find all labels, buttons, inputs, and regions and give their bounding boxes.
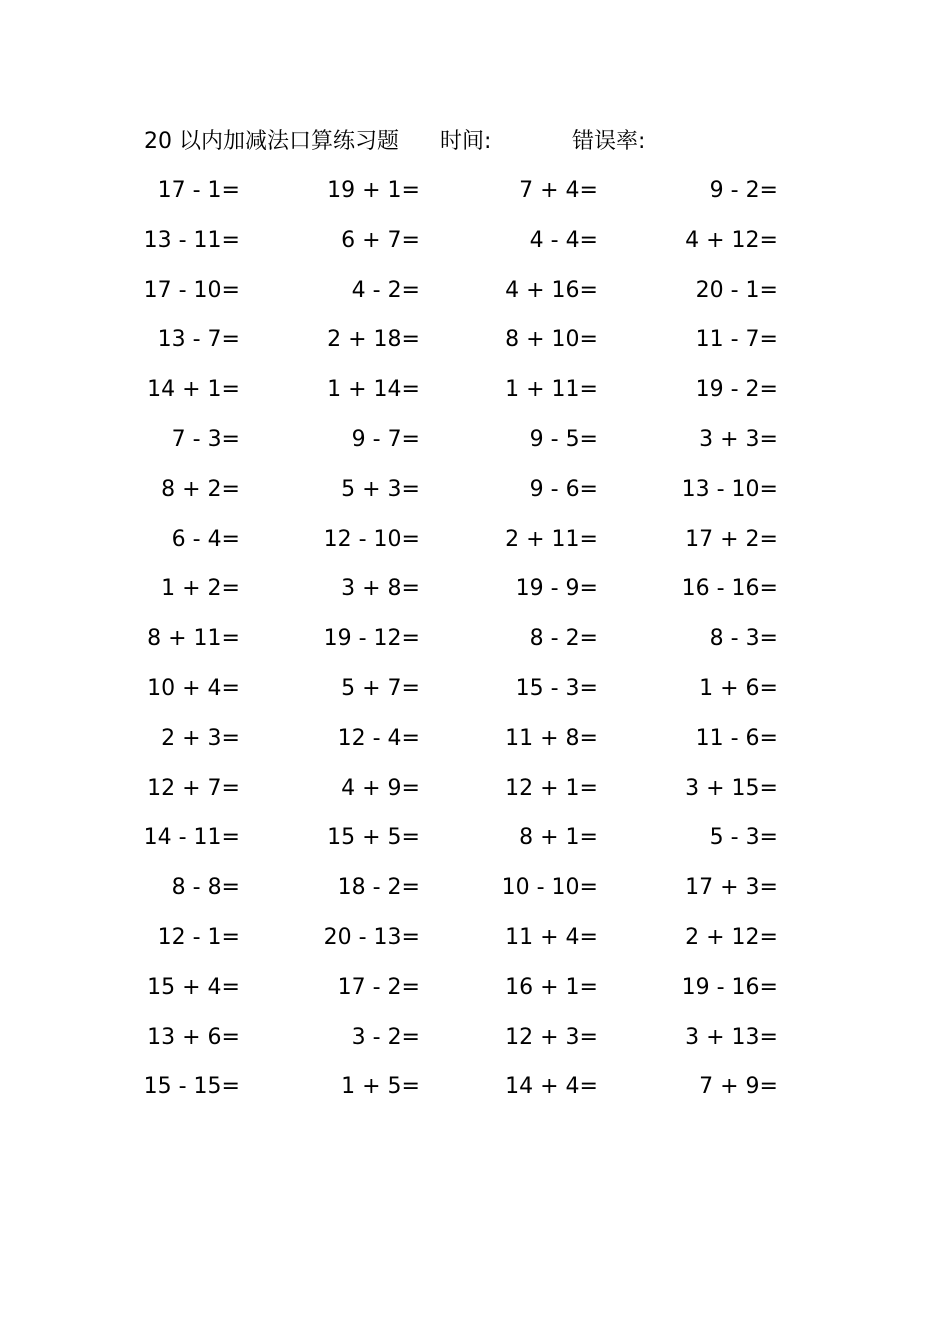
problem-row [0,614,950,664]
problem-item: 11 - 7= [695,327,778,353]
problem-row [0,415,950,465]
problem-item: 18 - 2= [337,875,420,901]
problem-item: 7 + 4= [519,178,598,203]
problem-item: 20 - 13= [323,924,420,950]
error-rate-label: 错误率: [572,129,646,154]
problem-item: 3 + 15= [685,775,778,801]
problem-item: 9 - 6= [529,476,598,502]
problem-row [0,266,950,316]
problem-row [0,913,950,963]
problem-row [0,166,950,216]
problem-item: 1 + 6= [699,675,778,701]
worksheet-header [144,122,704,162]
problem-item: 17 - 10= [143,277,240,303]
problem-item: 16 + 1= [505,974,598,1000]
problem-item: 12 - 4= [337,725,420,751]
problem-item: 9 - 5= [529,426,598,452]
problem-item: 19 - 16= [681,974,778,1000]
problem-item: 3 - 2= [351,1024,420,1050]
problem-item: 20 - 1= [695,277,778,303]
problem-item: 2 + 12= [685,924,778,950]
problem-grid [0,166,950,1112]
problem-item: 17 + 2= [685,526,778,552]
problem-row [0,863,950,913]
problem-row [0,365,950,415]
problem-item: 3 + 13= [685,1024,778,1050]
problem-item: 1 + 14= [327,377,420,403]
problem-item: 8 + 11= [147,626,240,652]
problem-item: 7 + 9= [699,1074,778,1100]
problem-item: 12 - 1= [157,924,240,950]
problem-item: 11 - 6= [695,725,778,751]
problem-item: 16 - 16= [681,576,778,602]
problem-item: 14 + 4= [505,1074,598,1100]
problem-item: 3 + 3= [699,426,778,452]
problem-item: 15 + 4= [147,974,240,1000]
problem-item: 15 - 3= [515,675,598,701]
problem-row [0,315,950,365]
problem-item: 4 - 4= [529,227,598,253]
problem-item: 10 + 4= [147,675,240,701]
problem-item: 13 + 6= [147,1024,240,1050]
problem-row [0,813,950,863]
problem-item: 6 - 4= [171,526,240,552]
problem-item: 1 + 5= [341,1074,420,1100]
problem-item: 13 - 10= [681,476,778,502]
problem-item: 2 + 3= [161,725,240,751]
time-label: 时间: [440,129,492,154]
problem-item: 19 + 1= [327,178,420,203]
problem-item: 17 - 2= [337,974,420,1000]
problem-item: 19 - 12= [323,626,420,652]
problem-item: 15 - 15= [143,1074,240,1100]
problem-item: 11 + 8= [505,725,598,751]
problem-item: 8 + 10= [505,327,598,353]
problem-item: 1 + 2= [161,576,240,602]
problem-item: 8 + 2= [161,476,240,502]
problem-item: 12 + 7= [147,775,240,801]
problem-item: 15 + 5= [327,825,420,851]
problem-item: 8 - 8= [171,875,240,901]
problem-item: 8 - 2= [529,626,598,652]
problem-item: 13 - 7= [157,327,240,353]
problem-row [0,216,950,266]
problem-item: 4 + 16= [505,277,598,303]
worksheet-title: 20 以内加减法口算练习题 [144,129,399,154]
problem-item: 17 - 1= [157,178,240,203]
problem-row [0,1013,950,1063]
problem-item: 12 - 10= [323,526,420,552]
problem-row [0,764,950,814]
problem-item: 19 - 2= [695,377,778,403]
problem-row [0,564,950,614]
problem-item: 5 - 3= [709,825,778,851]
problem-item: 6 + 7= [341,227,420,253]
problem-item: 5 + 7= [341,675,420,701]
problem-item: 10 - 10= [501,875,598,901]
problem-item: 4 + 12= [685,227,778,253]
problem-item: 9 - 2= [709,178,778,203]
problem-item: 2 + 18= [327,327,420,353]
problem-row [0,664,950,714]
problem-row [0,1062,950,1112]
problem-item: 9 - 7= [351,426,420,452]
problem-row [0,515,950,565]
problem-row [0,465,950,515]
problem-item: 17 + 3= [685,875,778,901]
problem-item: 14 - 11= [143,825,240,851]
problem-item: 3 + 8= [341,576,420,602]
problem-item: 12 + 3= [505,1024,598,1050]
problem-item: 8 + 1= [519,825,598,851]
problem-item: 2 + 11= [505,526,598,552]
problem-item: 4 - 2= [351,277,420,303]
problem-item: 19 - 9= [515,576,598,602]
problem-item: 8 - 3= [709,626,778,652]
problem-row [0,963,950,1013]
problem-item: 4 + 9= [341,775,420,801]
problem-item: 12 + 1= [505,775,598,801]
problem-row [0,714,950,764]
problem-item: 1 + 11= [505,377,598,403]
problem-item: 14 + 1= [147,377,240,403]
problem-item: 13 - 11= [143,227,240,253]
problem-item: 5 + 3= [341,476,420,502]
problem-item: 11 + 4= [505,924,598,950]
problem-item: 7 - 3= [171,426,240,452]
